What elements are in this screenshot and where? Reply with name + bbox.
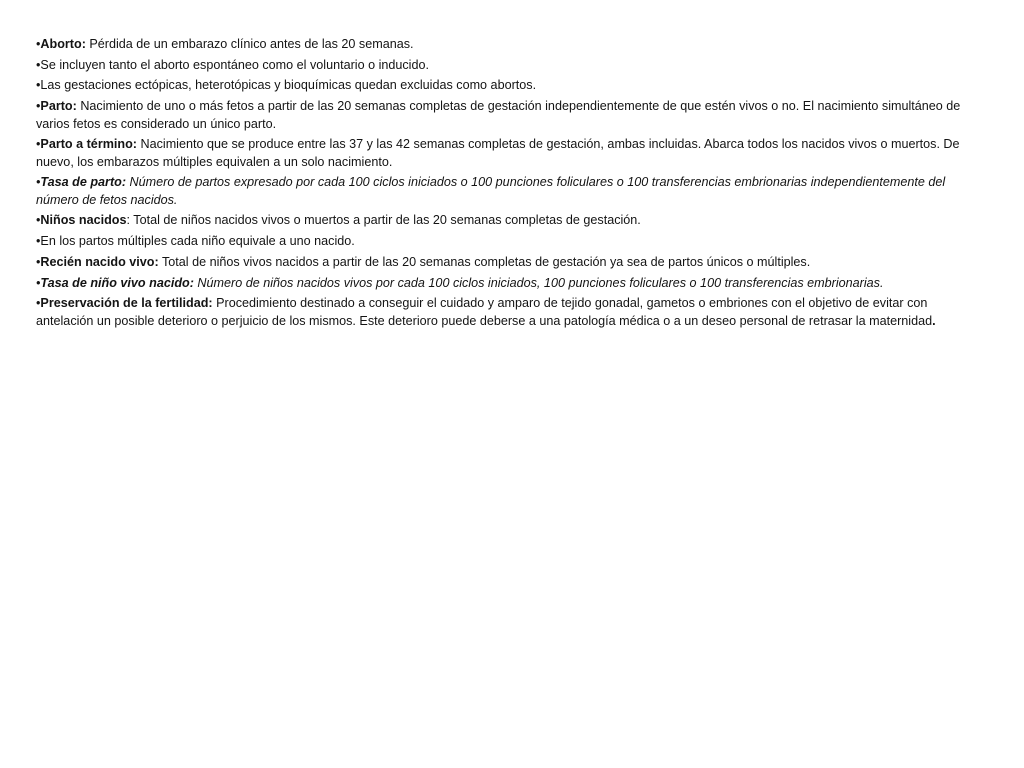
definition-text: Nacimiento de uno o más fetos a partir de las 20 semanas completas de gestación independientemente de que estén vivos o no. El nacimiento simultáneo de varios fetos es considerado un único parto. (36, 99, 961, 131)
term-label: Tasa de parto: (40, 175, 127, 190)
definition-ninos-nacidos: •Niños nacidos: Total de niños nacidos vivos o muertos a partir de las 20 semanas completas de gestación. (36, 213, 641, 228)
definition-text: Pérdida de un embarazo clínico antes de las 20 semanas. (89, 37, 414, 51)
definition-text: Total de niños nacidos vivos o muertos a partir de las 20 semanas completas de gestación. (133, 213, 641, 228)
term-label: Parto a término: (40, 137, 137, 152)
definition-text: Número de partos expresado por cada 100 ciclos iniciados o 100 punciones foliculares o 100 transferencias embrionarias independientemente del número de fetos nacidos. (36, 175, 946, 207)
definition-aborto: •Aborto: Pérdida de un embarazo clínico antes de las 20 semanas. (36, 37, 414, 51)
note-text: Se incluyen tanto el aborto espontáneo como el voluntario o inducido. (40, 57, 429, 72)
term-label: Niños nacidos (40, 213, 127, 228)
definition-preservacion-fertilidad: •Preservación de la fertilidad: Procedimiento destinado a conseguir el cuidado y amparo de tejido gonadal, gametos o embriones con el objetivo de evitar con antelación un posible deterioro o perjuicio de los mismos. Este deterioro puede deberse a una patología médica o a un deseo personal de retrasar la maternidad. (36, 296, 936, 328)
definition-text: Total de niños vivos nacidos a partir de las 20 semanas completas de gestación ya sea de partos únicos o múltiples. (161, 254, 811, 269)
term-label: Preservación de la fertilidad: (40, 296, 213, 311)
note-text: En los partos múltiples cada niño equivale a uno nacido. (40, 234, 355, 249)
definition-tasa-de-parto: •Tasa de parto: Número de partos expresado por cada 100 ciclos iniciados o 100 punciones foliculares o 100 transferencias embrionarias independientemente del número de fetos nacidos. (36, 175, 946, 207)
definition-text: Número de niños nacidos vivos por cada 100 ciclos iniciados, 100 punciones foliculares o 100 transferencias embrionarias. (197, 275, 884, 290)
definition-text: Procedimiento destinado a conseguir el cuidado y amparo de tejido gonadal, gametos o embriones con el objetivo de evitar con antelación un posible deterioro o perjuicio de los mismos. Este deterioro puede deberse a una patología médica o a un deseo personal de retrasar la maternidad (36, 296, 933, 328)
term-label: Tasa de niño vivo nacido: (40, 275, 194, 290)
definition-recien-nacido-vivo: •Recién nacido vivo: Total de niños vivos nacidos a partir de las 20 semanas completas de gestación ya sea de partos únicos o múltiples. (36, 254, 811, 269)
note-partos-multiples: •En los partos múltiples cada niño equivale a uno nacido. (36, 234, 355, 249)
definition-parto: •Parto: Nacimiento de uno o más fetos a partir de las 20 semanas completas de gestación independientemente de que estén vivos o no. El nacimiento simultáneo de varios fetos es considerado un único parto. (36, 99, 961, 131)
term-label: Parto: (40, 99, 77, 114)
note-text: Las gestaciones ectópicas, heterotópicas y bioquímicas quedan excluidas como abortos. (40, 78, 537, 93)
term-label: Recién nacido vivo: (40, 254, 159, 269)
term-label: Aborto: (40, 37, 86, 51)
definition-parto-a-termino: •Parto a término: Nacimiento que se produce entre las 37 y las 42 semanas completas de gestación, ambas incluidas. Abarca todos los nacidos vivos o muertos. De nuevo, los embarazos múltiples equivalen a un solo nacimiento. (36, 137, 960, 169)
note-gestaciones-excluidas: •Las gestaciones ectópicas, heterotópicas y bioquímicas quedan excluidas como abortos. (36, 78, 537, 93)
definition-tasa-nino-vivo: •Tasa de niño vivo nacido: Número de niños nacidos vivos por cada 100 ciclos iniciados, 100 punciones foliculares o 100 transferencias embrionarias. (36, 275, 884, 290)
definitions-list (36, 36, 988, 333)
note-aborto-incluye: •Se incluyen tanto el aborto espontáneo como el voluntario o inducido. (36, 57, 429, 72)
definition-text: Nacimiento que se produce entre las 37 y las 42 semanas completas de gestación, ambas incluidas. Abarca todos los nacidos vivos o muertos. De nuevo, los embarazos múltiples equivalen a un solo nacimiento. (36, 137, 960, 169)
